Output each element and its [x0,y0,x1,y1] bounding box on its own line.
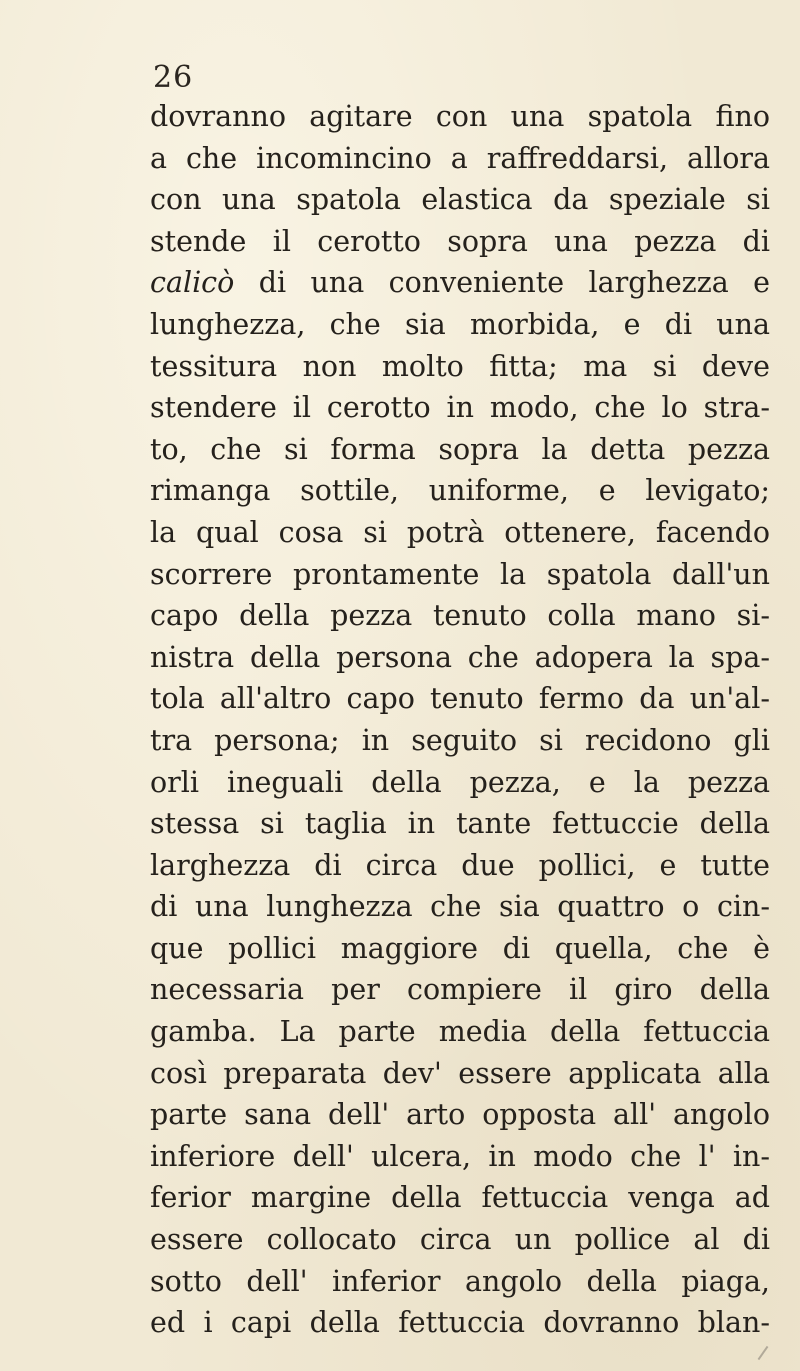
line-segment: ferior margine della fettuccia venga ad [150,1181,770,1215]
line-segment: tessitura non molto fitta; ma si deve [150,349,770,383]
line-segment: capo della pezza tenuto colla mano si- [150,599,770,633]
text-line [150,720,770,762]
italic-word: calicò [150,266,235,300]
text-line [150,1053,770,1095]
text-line [150,637,770,679]
text-line [150,512,770,554]
line-segment: nistra della persona che adopera la spa- [150,640,770,674]
line-segment: stendere il cerotto in modo, che lo stra- [150,391,770,425]
line-segment: gamba. La parte media della fettuccia [150,1015,770,1049]
line-segment: inferiore dell' ulcera, in modo che l' in- [150,1139,770,1173]
line-segment: scorrere prontamente la spatola dall'un [150,557,770,591]
page-number: 26 [153,60,194,95]
text-line [150,1261,770,1303]
line-segment: to, che si forma sopra la detta pezza [150,432,770,466]
line-segment: orli ineguali della pezza, e la pezza [150,765,770,799]
line-segment: tra persona; in seguito si recidono gli [150,723,770,757]
line-segment: con una spatola elastica da speziale si [150,183,770,217]
text-line [150,179,770,221]
body-text [150,96,770,1344]
text-line [150,1094,770,1136]
line-segment: la qual cosa si potrà ottenere, facendo [150,515,770,549]
line-segment: lunghezza, che sia morbida, e di una [150,307,770,341]
text-line [150,1177,770,1219]
text-line [150,96,770,138]
line-segment: a che incomincino a raffreddarsi, allora [150,141,770,175]
text-line [150,304,770,346]
line-segment: essere collocato circa un pollice al di [150,1223,770,1257]
line-segment: tola all'altro capo tenuto fermo da un'al- [150,682,770,716]
text-line [150,1011,770,1053]
line-segment: di una conveniente larghezza e [234,266,770,300]
text-line [150,262,770,304]
text-line [150,346,770,388]
line-segment: ed i capi della fettuccia dovranno blan- [150,1306,770,1340]
text-line [150,595,770,637]
text-line [150,554,770,596]
text-line [150,803,770,845]
text-line [150,1302,770,1344]
line-segment: dovranno agitare con una spatola fino [150,100,770,133]
text-line [150,678,770,720]
line-segment: parte sana dell' arto opposta all' angolo [150,1098,770,1132]
text-line [150,221,770,263]
line-segment: così preparata dev' essere applicata alla [150,1056,770,1090]
line-segment: sotto dell' inferior angolo della piaga, [150,1264,770,1298]
text-line [150,387,770,429]
text-line [150,470,770,512]
line-segment: que pollici maggiore di quella, che è [150,931,770,965]
text-line [150,762,770,804]
line-segment: stessa si taglia in tante fettuccie della [150,807,770,841]
text-line [150,928,770,970]
text-line [150,886,770,928]
line-segment: necessaria per compiere il giro della [150,973,770,1007]
text-line [150,138,770,180]
pencil-mark [758,1346,769,1360]
text-line [150,1219,770,1261]
line-segment: larghezza di circa due pollici, e tutte [150,848,770,882]
text-line [150,969,770,1011]
line-segment: stende il cerotto sopra una pezza di [150,224,770,258]
line-segment: di una lunghezza che sia quattro o cin- [150,890,770,924]
text-line [150,1136,770,1178]
line-segment: rimanga sottile, uniforme, e levigato; [150,474,770,508]
text-line [150,429,770,471]
text-line [150,845,770,887]
